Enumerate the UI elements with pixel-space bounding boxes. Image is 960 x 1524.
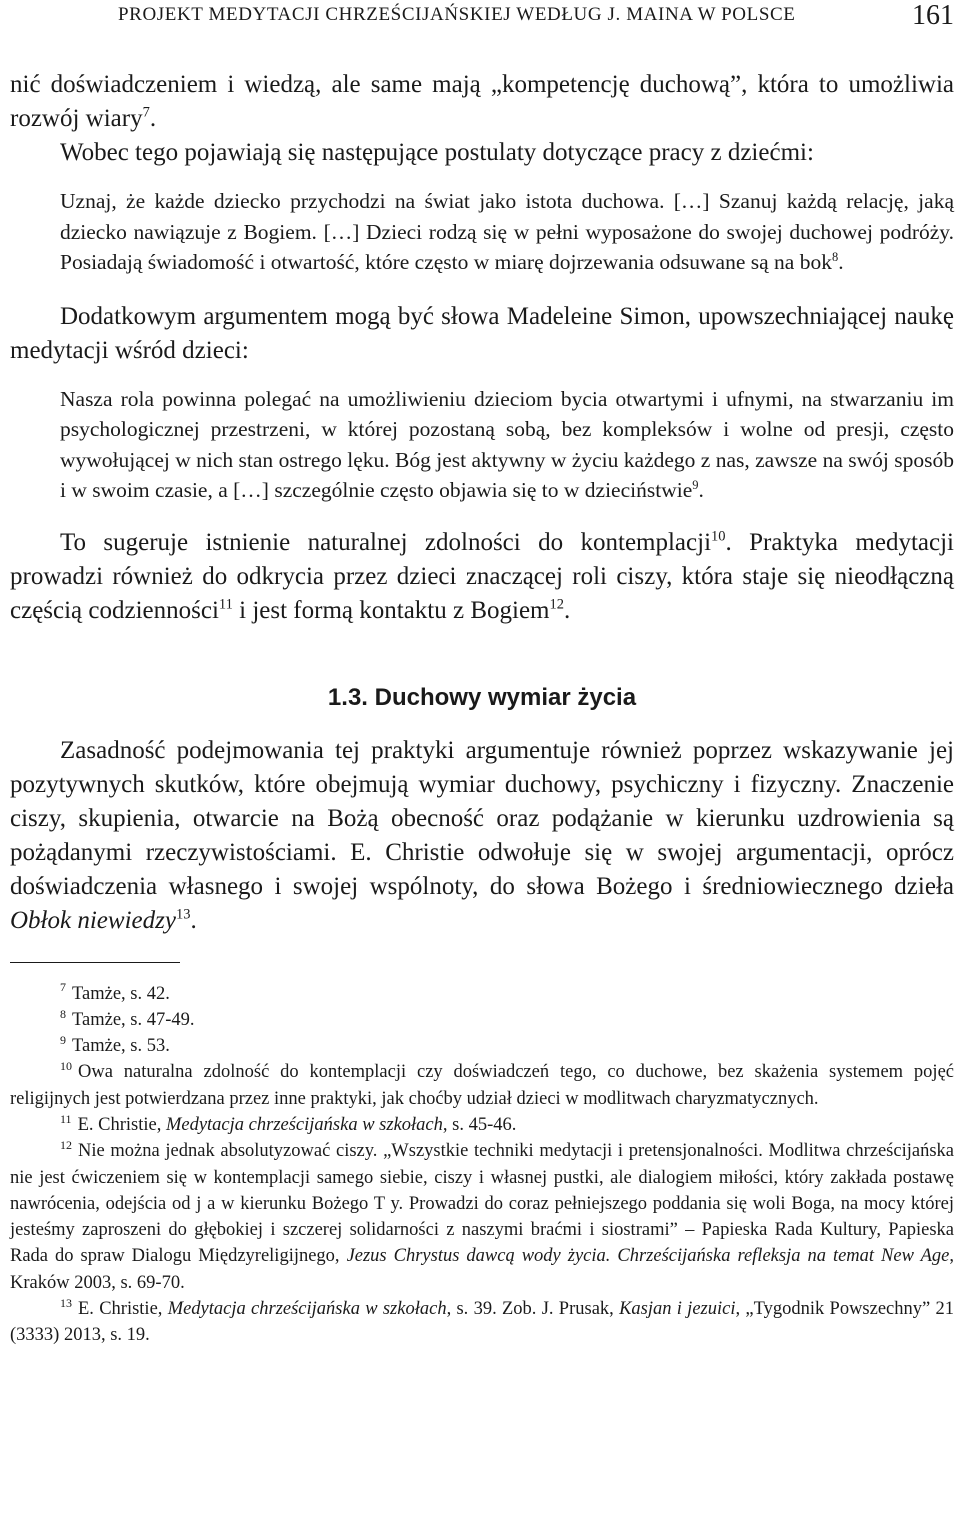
- block-quote-2: Nasza rola powinna polegać na umożliwieniu dzieciom bycia otwartymi i ufnymi, na stwarzaniu im psychologicznej przestrzeni, w której pozostaną sobą, bez kompleksów i wolne od presji, często wywołującej w nich stan ostrego lęku. Bóg jest aktywny w życiu każdego z nas, zawsze na swój sposób i w swoim czasie, a […] szczególnie często objawia się to w dzieciństwie$^9$.: [60, 386, 954, 502]
- footnote-11: $^{11}$ E. Christie, Medytacja chrześcijańska w szkołach, s. 45-46.: [60, 1111, 517, 1135]
- footnote-ref-10[interactable]: 10: [711, 528, 726, 545]
- footnote-10: $^{10}$ Owa naturalna zdolność do kontemplacji czy doświadczeń tego, co duchowe, bez skażenia systemem pojęć religijnych jest potwierdzana przez inne praktyki, jak choćby udział dzieci w modlitwach charyzmatycznych.: [10, 1059, 954, 1109]
- footnotes: [10, 981, 954, 1349]
- page-header: [10, 0, 954, 40]
- paragraph-2: Wobec tego pojawiają się następujące postulaty dotyczące pracy z dziećmi:: [60, 139, 814, 166]
- footnote-ref-8[interactable]: 8: [831, 249, 839, 264]
- footnote-12: $^{12}$ Nie można jednak absolutyzować ciszy. „Wszystkie techniki medytacji i pretensjonalności. Modlitwa chrześcijańska nie jest ćwiczeniem się w kontemplacji samego siebie, ciszy i własnej pustki, ale dialogiem miłości, który zakłada postawę nawrócenia, odejścia od j a w kierunku Bożego T y. Prowadzi do coraz pełniejszego poddania się woli Boga, na mocy której jesteśmy zaproszeni do głębokiej i szczerej solidarności z naszymi braćmi i siostrami” – Papieska Rada Kultury, Papieska Rada do spraw Dialogu Międzyreligijnego, Jezus Chrystus dawcą wody życia. Chrześcijańska refleksja na temat New Age, Kraków 2003, s. 69-70.: [10, 1138, 954, 1293]
- paragraph-3: Dodatkowym argumentem mogą być słowa Madeleine Simon, upowszechniającej naukę medytacji wśród dzieci:: [10, 302, 954, 364]
- footnote-ref-9[interactable]: 9: [692, 477, 699, 492]
- footnote-ref-13[interactable]: 13: [175, 906, 191, 923]
- footnote-separator: [10, 962, 180, 963]
- page: [10, 0, 954, 1349]
- footnote-8: $^8$ Tamże, s. 47-49.: [60, 1006, 195, 1030]
- paragraph-5: Zasadność podejmowania tej praktyki argumentuje również poprzez wskazywanie jej pozytywnych skutków, które obejmują wymiar duchowy, psychiczny i fizyczny. Znaczenie ciszy, skupienia, otwarcie na Bożą obecność oraz podążanie w kierunku uzdrowienia są pożądanymi rzeczywistościami. E. Christie odwołuje się w swojej argumentacji, oprócz doświadczenia własnego i swojej wspólnoty, do słowa Bożego i średniowiecznego dzieła Obłok niewiedzy$^{13}$.: [10, 736, 954, 934]
- section-heading: 1.3. Duchowy wymiar życia: [327, 683, 637, 711]
- footnote-13: $^{13}$ E. Christie, Medytacja chrześcijańska w szkołach, s. 39. Zob. J. Prusak, Kasjan i jezuici, „Tygodnik Powszechny” 21 (3333) 2013, s. 19.: [10, 1295, 954, 1346]
- footnote-ref-11[interactable]: 11: [218, 596, 233, 613]
- footnote-ref-12[interactable]: 12: [549, 596, 564, 613]
- footnote-7: $^7$ Tamże, s. 42.: [60, 980, 170, 1004]
- footnote-9: $^9$ Tamże, s. 53.: [60, 1032, 170, 1057]
- paragraph-1: nić doświadczeniem i wiedzą, ale same mają „kompetencję duchową”, która to umożliwia rozwój wiary$^7$.: [10, 71, 954, 132]
- italic-title: Obłok niewiedzy: [10, 906, 176, 934]
- page-number: 161: [912, 0, 954, 31]
- paragraph-4: To sugeruje istnienie naturalnej zdolności do kontemplacji$^{10}$. Praktyka medytacji prowadzi również do odkrycia przez dzieci znaczącej roli ciszy, która staje się nieodłączną częścią codzienności$^{11}$ i jest formą kontaktu z Bogiem$^{12}$.: [10, 528, 954, 624]
- running-title: PROJEKT MEDYTACJI CHRZEŚCIJAŃSKIEJ WEDŁUG J. MAINA W POLSCE: [118, 4, 796, 25]
- footnote-ref-7[interactable]: 7: [142, 104, 150, 121]
- block-quote-1: Uznaj, że każde dziecko przychodzi na świat jako istota duchowa. […] Szanuj każdą relację, jaką dziecko nawiązuje z Bogiem. […] Dzieci rodzą się w pełni wyposażone do swojej duchowej podróży. Posiadają świadomość i otwartość, które często w miarę dojrzewania odsuwane są na bok$^8$.: [60, 189, 954, 274]
